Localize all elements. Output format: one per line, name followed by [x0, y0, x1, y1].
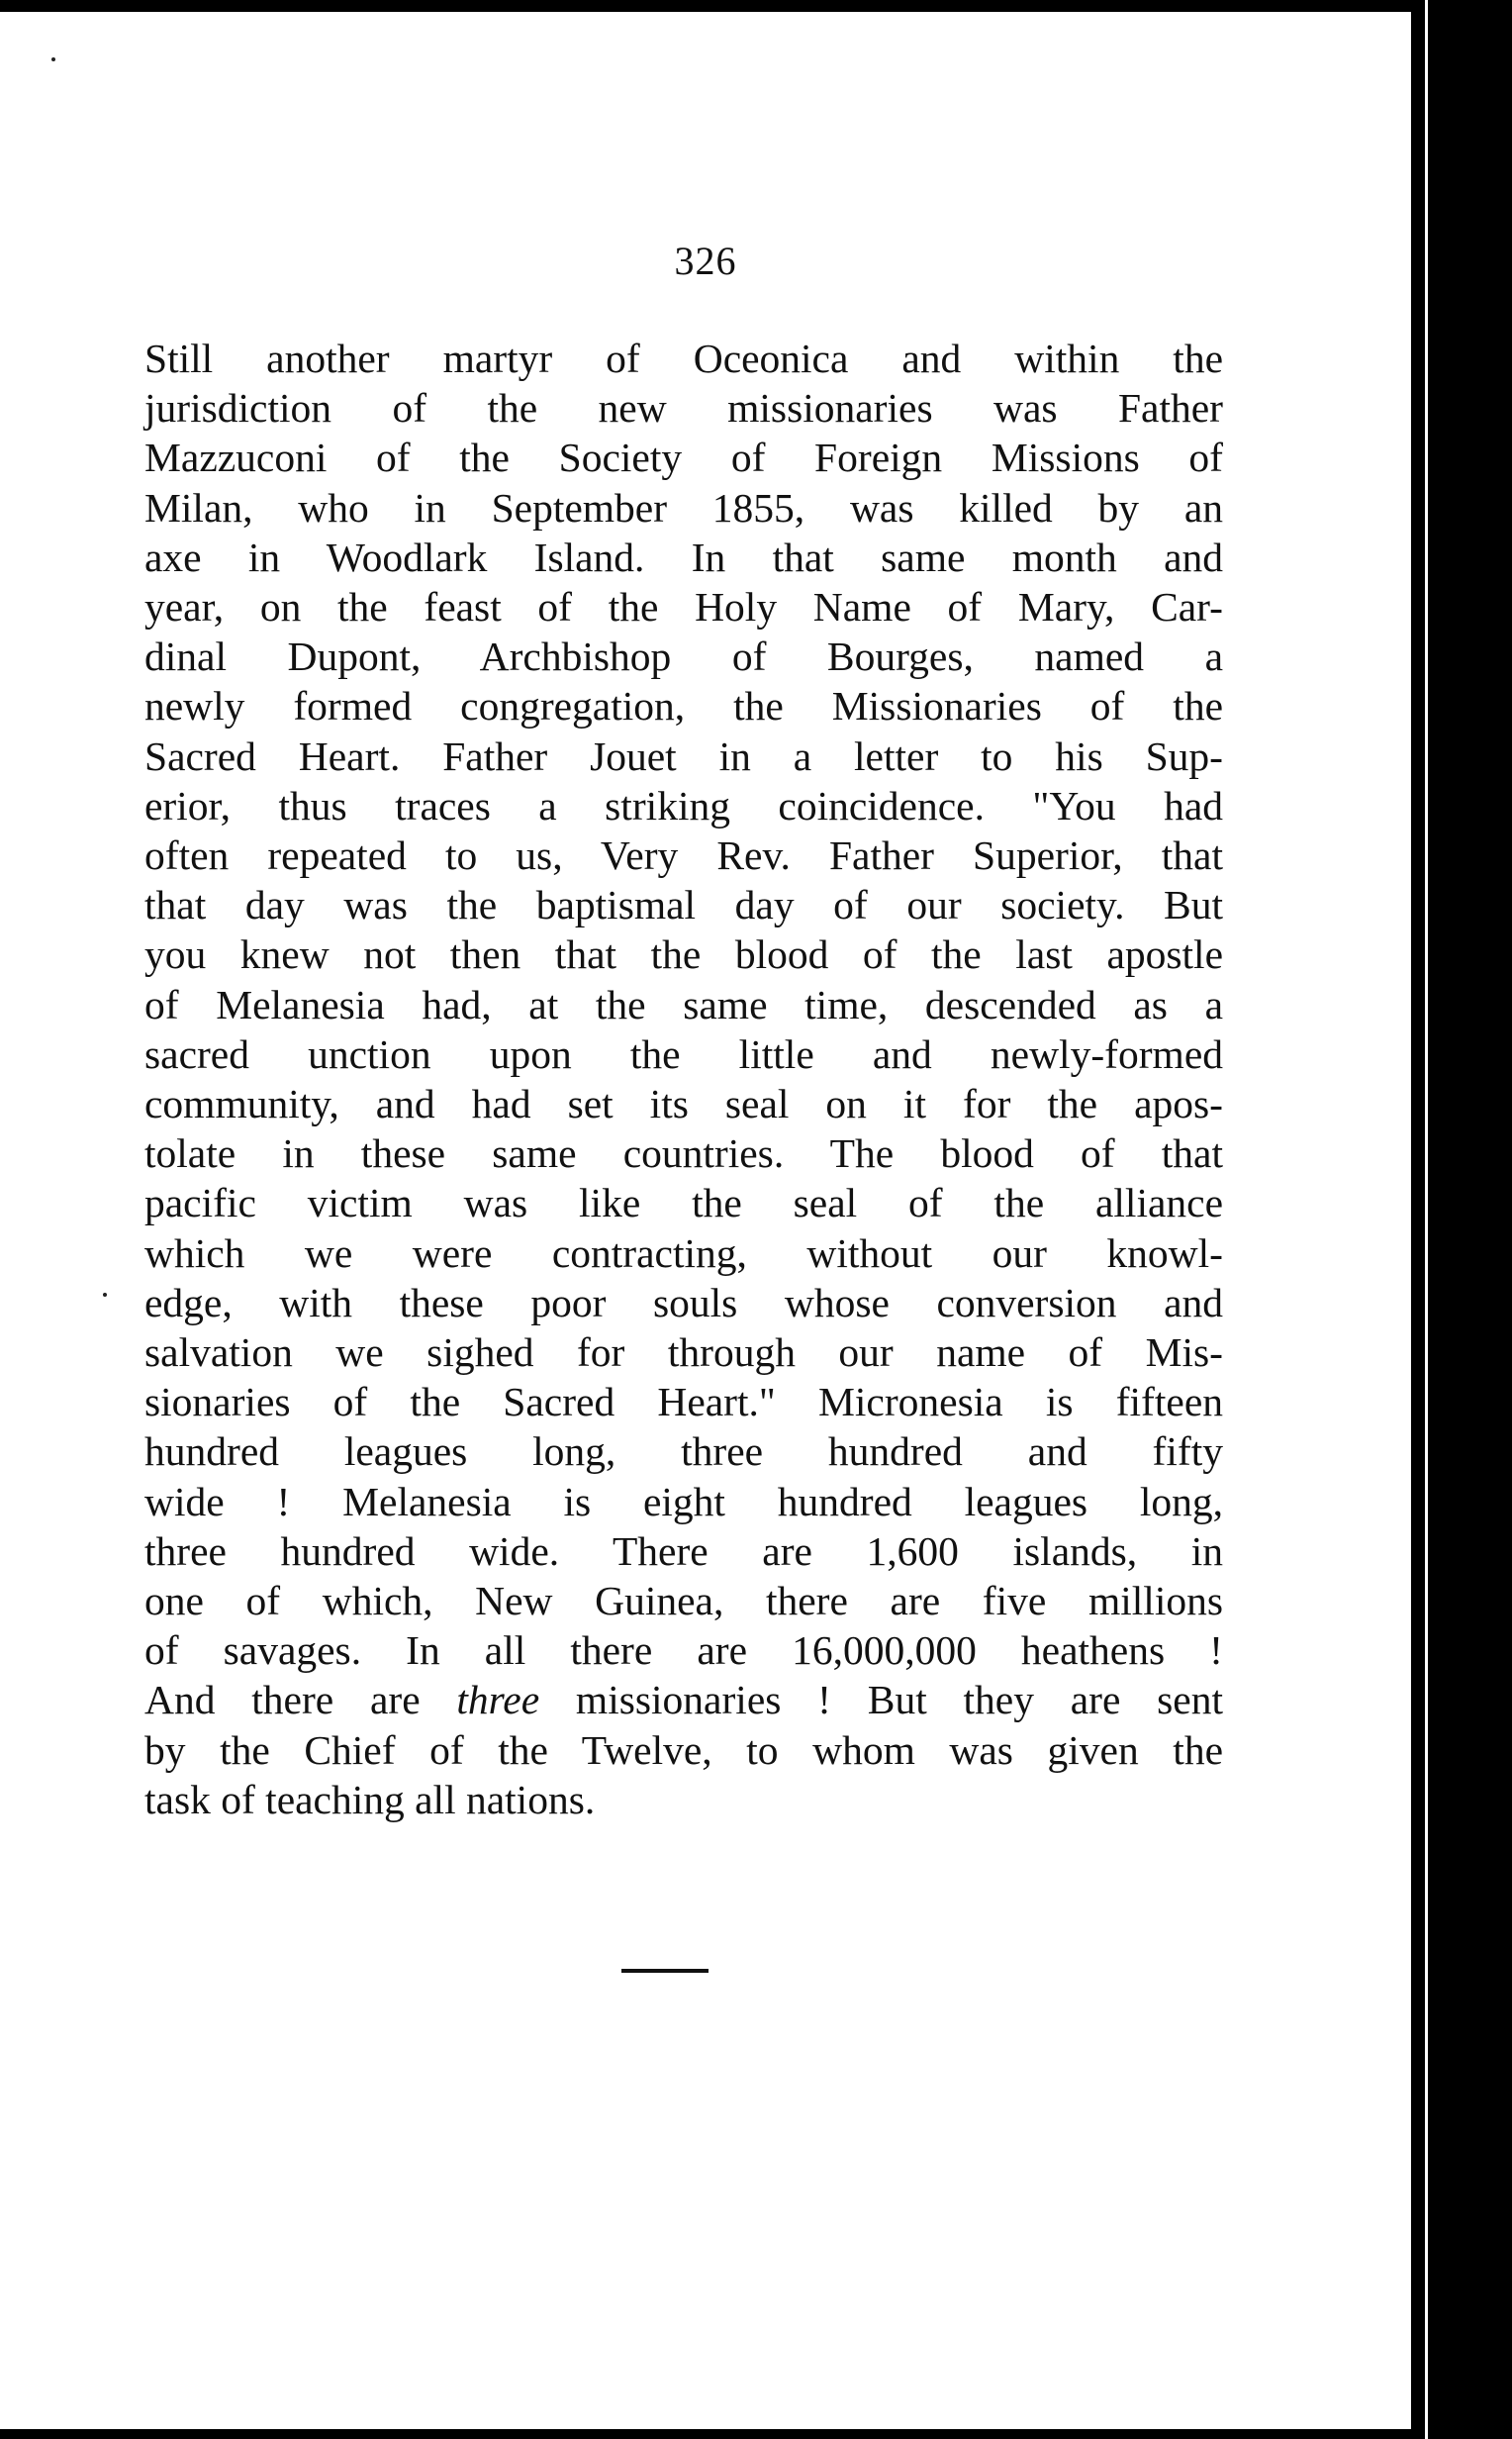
text-line: sacred unction upon the little and newly-formed: [144, 1030, 1223, 1077]
text-line: dinal Dupont, Archbishop of Bourges, named a: [144, 634, 1223, 680]
text-line: erior, thus traces a striking coincidence. "You had: [144, 782, 1223, 829]
text-line: tolate in these same countries. The blood of that: [144, 1130, 1223, 1177]
text-line: which we were contracting, without our knowl-: [144, 1229, 1223, 1276]
text-line: three hundred wide. There are 1,600 islands, in: [144, 1527, 1223, 1574]
text-line: jurisdiction of the new missionaries was Father: [144, 385, 1223, 432]
text-line: Milan, who in September 1855, was killed by an: [144, 484, 1223, 531]
text-line: Sacred Heart. Father Jouet in a letter to his Sup-: [144, 732, 1223, 779]
text-fragment: missionaries ! But they are sent: [575, 1677, 1224, 1723]
text-line: [144, 1675, 1223, 1724]
text-line: axe in Woodlark Island. In that same month and: [144, 534, 1223, 580]
text-line: that day was the baptismal day of our society. But: [144, 882, 1223, 928]
text-line: sionaries of the Sacred Heart." Micronesia is fifteen: [144, 1379, 1223, 1425]
scan-speck: [103, 1293, 107, 1297]
text-line: community, and had set its seal on it for the apos-: [144, 1081, 1223, 1127]
text-line: wide ! Melanesia is eight hundred leagues long,: [144, 1478, 1223, 1524]
scan-gutter-line: [1425, 0, 1428, 2439]
text-line: by the Chief of the Twelve, to whom was given the: [144, 1726, 1223, 1773]
scan-speck: [51, 57, 55, 61]
text-line: often repeated to us, Very Rev. Father Superior, that: [144, 832, 1223, 879]
text-line: pacific victim was like the seal of the alliance: [144, 1180, 1223, 1226]
text-line: of Melanesia had, at the same time, descended as a: [144, 981, 1223, 1027]
page-number: 326: [674, 239, 737, 283]
section-end-rule: [621, 1969, 709, 1973]
text-line: you knew not then that the blood of the last apostle: [144, 931, 1223, 978]
text-line: newly formed congregation, the Missionaries of the: [144, 683, 1223, 730]
text-line: one of which, New Guinea, there are five millions: [144, 1578, 1223, 1624]
text-line: salvation we sighed for through our name of Mis-: [144, 1329, 1223, 1376]
text-line: Still another martyr of Oceonica and within the: [144, 336, 1223, 381]
text-line: hundred leagues long, three hundred and fifty: [144, 1428, 1223, 1475]
text-line: edge, with these poor souls whose conversion and: [144, 1279, 1223, 1325]
text-line: task of teaching all nations.: [144, 1776, 596, 1822]
scan-border-top: [0, 0, 1411, 12]
text-line: year, on the feast of the Holy Name of Mary, Car-: [144, 584, 1223, 631]
scan-border-bottom: [0, 2429, 1411, 2439]
body-paragraph: [144, 334, 1223, 1824]
text-fragment: And there are: [144, 1677, 421, 1723]
text-line: of savages. In all there are 16,000,000 heathens !: [144, 1627, 1223, 1674]
text-line: Mazzuconi of the Society of Foreign Missions of: [144, 435, 1223, 481]
italic-emphasis: three: [456, 1677, 540, 1723]
